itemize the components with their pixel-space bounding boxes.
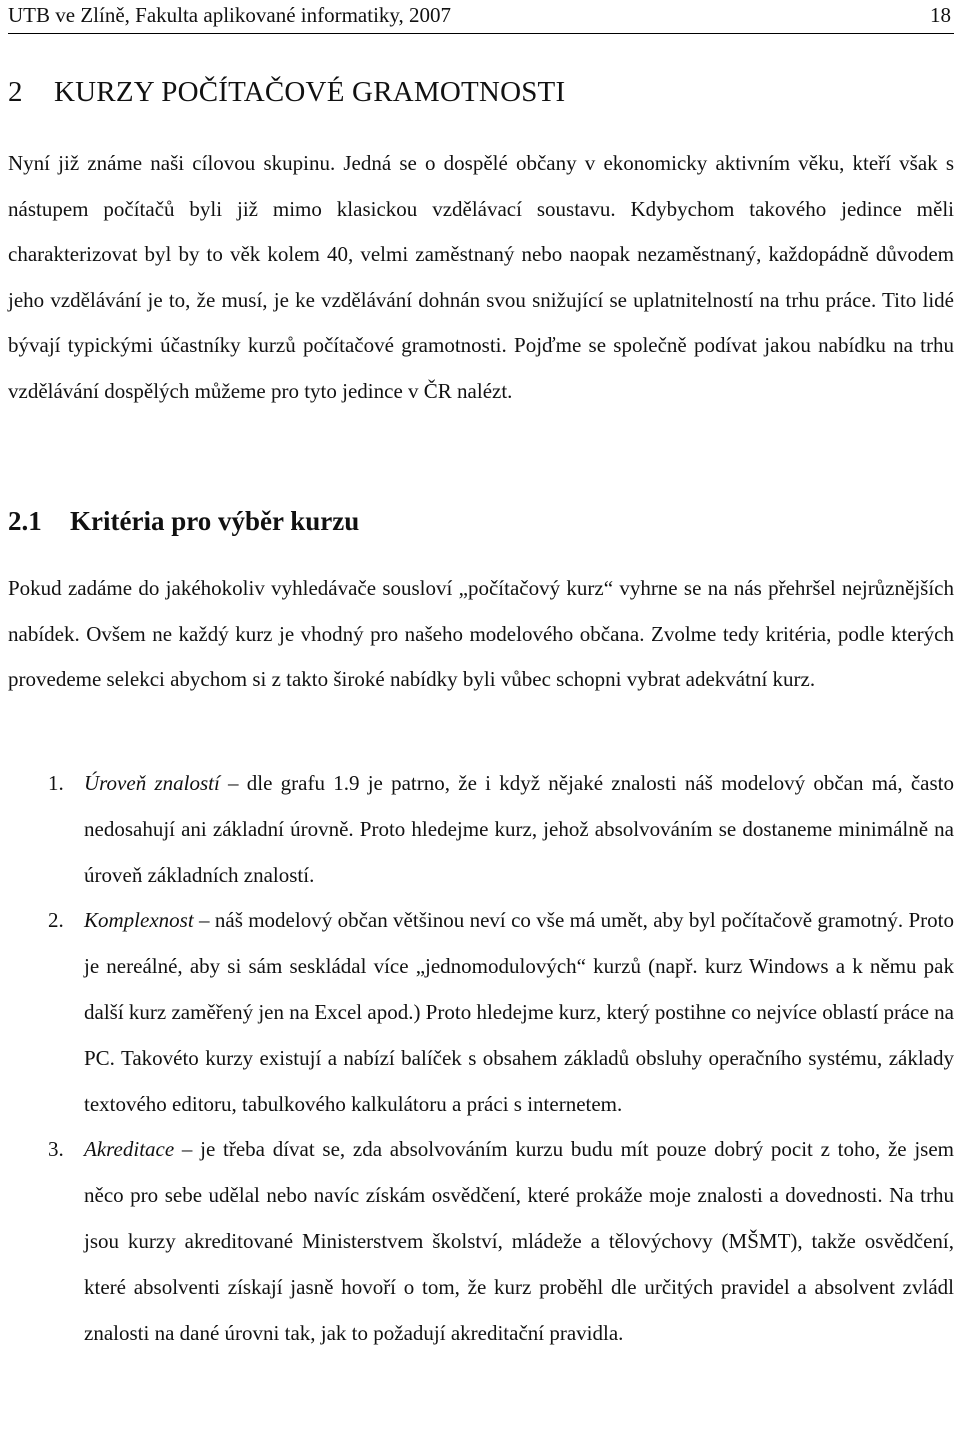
page-number: 18: [930, 3, 951, 27]
chapter-number: 2: [8, 76, 23, 108]
intro-paragraph: Nyní již známe naši cílovou skupinu. Jedná se o dospělé občany v ekonomicky aktivním věku, kteří však s nástupem počítačů byli již mimo klasickou vzdělávací soustavu. Kdybychom takového jedince měli charakterizovat byl by to věk kolem 40, velmi zaměstnaný nebo naopak nezaměstnaný, každopádně důvodem jeho vzdělávání je to, že musí, je ke vzdělávání dohnán svou snižující se uplatnitelností na trhu práce. Tito lidé bývají typickými účastníky kurzů počítačové gramotnosti. Pojďme se společně podívat jakou nabídku na trhu vzdělávání dospělých můžeme pro tyto jedince v ČR nalézt.: [8, 151, 954, 403]
list-item: [8, 898, 954, 1127]
list-item-number: 2.: [48, 908, 64, 933]
list-item: [8, 761, 954, 898]
criterion-text: – dle grafu 1.9 je patrno, že i když nějaké znalosti náš modelový občan má, často nedosahují ani základní úrovně. Proto hledejme kurz, jehož absolvováním se dostaneme minimálně na úroveň základních znalostí.: [84, 771, 954, 887]
list-item-number: 1.: [48, 771, 64, 795]
section-heading: [8, 506, 359, 537]
criterion-term: Akreditace: [84, 1137, 175, 1162]
list-item: [8, 1127, 954, 1356]
criterion-term: Úroveň znalostí: [84, 771, 220, 795]
header-title: UTB ve Zlíně, Fakulta aplikované informatiky, 2007: [8, 3, 452, 27]
list-item-number: 3.: [48, 1137, 64, 1162]
criteria-list: [8, 761, 954, 1356]
running-header: [8, 0, 954, 34]
chapter-title: KURZY POČÍTAČOVÉ GRAMOTNOSTI: [54, 76, 566, 108]
section-number: 2.1: [8, 506, 42, 536]
chapter-heading: [8, 76, 565, 109]
criterion-text: – náš modelový občan většinou neví co vše má umět, aby byl počítačově gramotný. Proto je nereálné, aby si sám seskládal více „jednomodulových“ kurzů (např. kurz Windows a k němu pak další kurz zaměřený jen na Excel apod.) Proto hledejme kurz, který postihne co nejvíce oblastí práce na PC. Takovéto kurzy existují a nabízí balíček s obsahem základů obsluhy operačního systému, základy textového editoru, tabulkového kalkulátoru a práci s internetem.: [84, 908, 955, 1116]
section-paragraph: Pokud zadáme do jakéhokoliv vyhledávače sousloví „počítačový kurz“ vyhrne se na nás přehršel nejrůznějších nabídek. Ovšem ne každý kurz je vhodný pro našeho modelového občana. Zvolme tedy kritéria, podle kterých provedeme selekci abychom si z takto široké nabídky byli vůbec schopni vybrat adekvátní kurz.: [8, 576, 954, 692]
criterion-text: – je třeba dívat se, zda absolvováním kurzu budu mít pouze dobrý pocit z toho, že jsem něco pro sebe udělal nebo navíc získám osvědčení, které prokáže moje znalosti a dovednosti. Na trhu jsou kurzy akreditované Ministerstvem školství, mládeže a tělovýchovy (MŠMT), takže osvědčení, které absolventi získají jasně hovoří o tom, že kurz proběhl dle určitých pravidel a absolvent zvládl znalosti na dané úrovni tak, jak to požadují akreditační pravidla.: [84, 1137, 954, 1345]
section-title: Kritéria pro výběr kurzu: [70, 506, 360, 536]
criterion-term: Komplexnost: [84, 908, 194, 933]
